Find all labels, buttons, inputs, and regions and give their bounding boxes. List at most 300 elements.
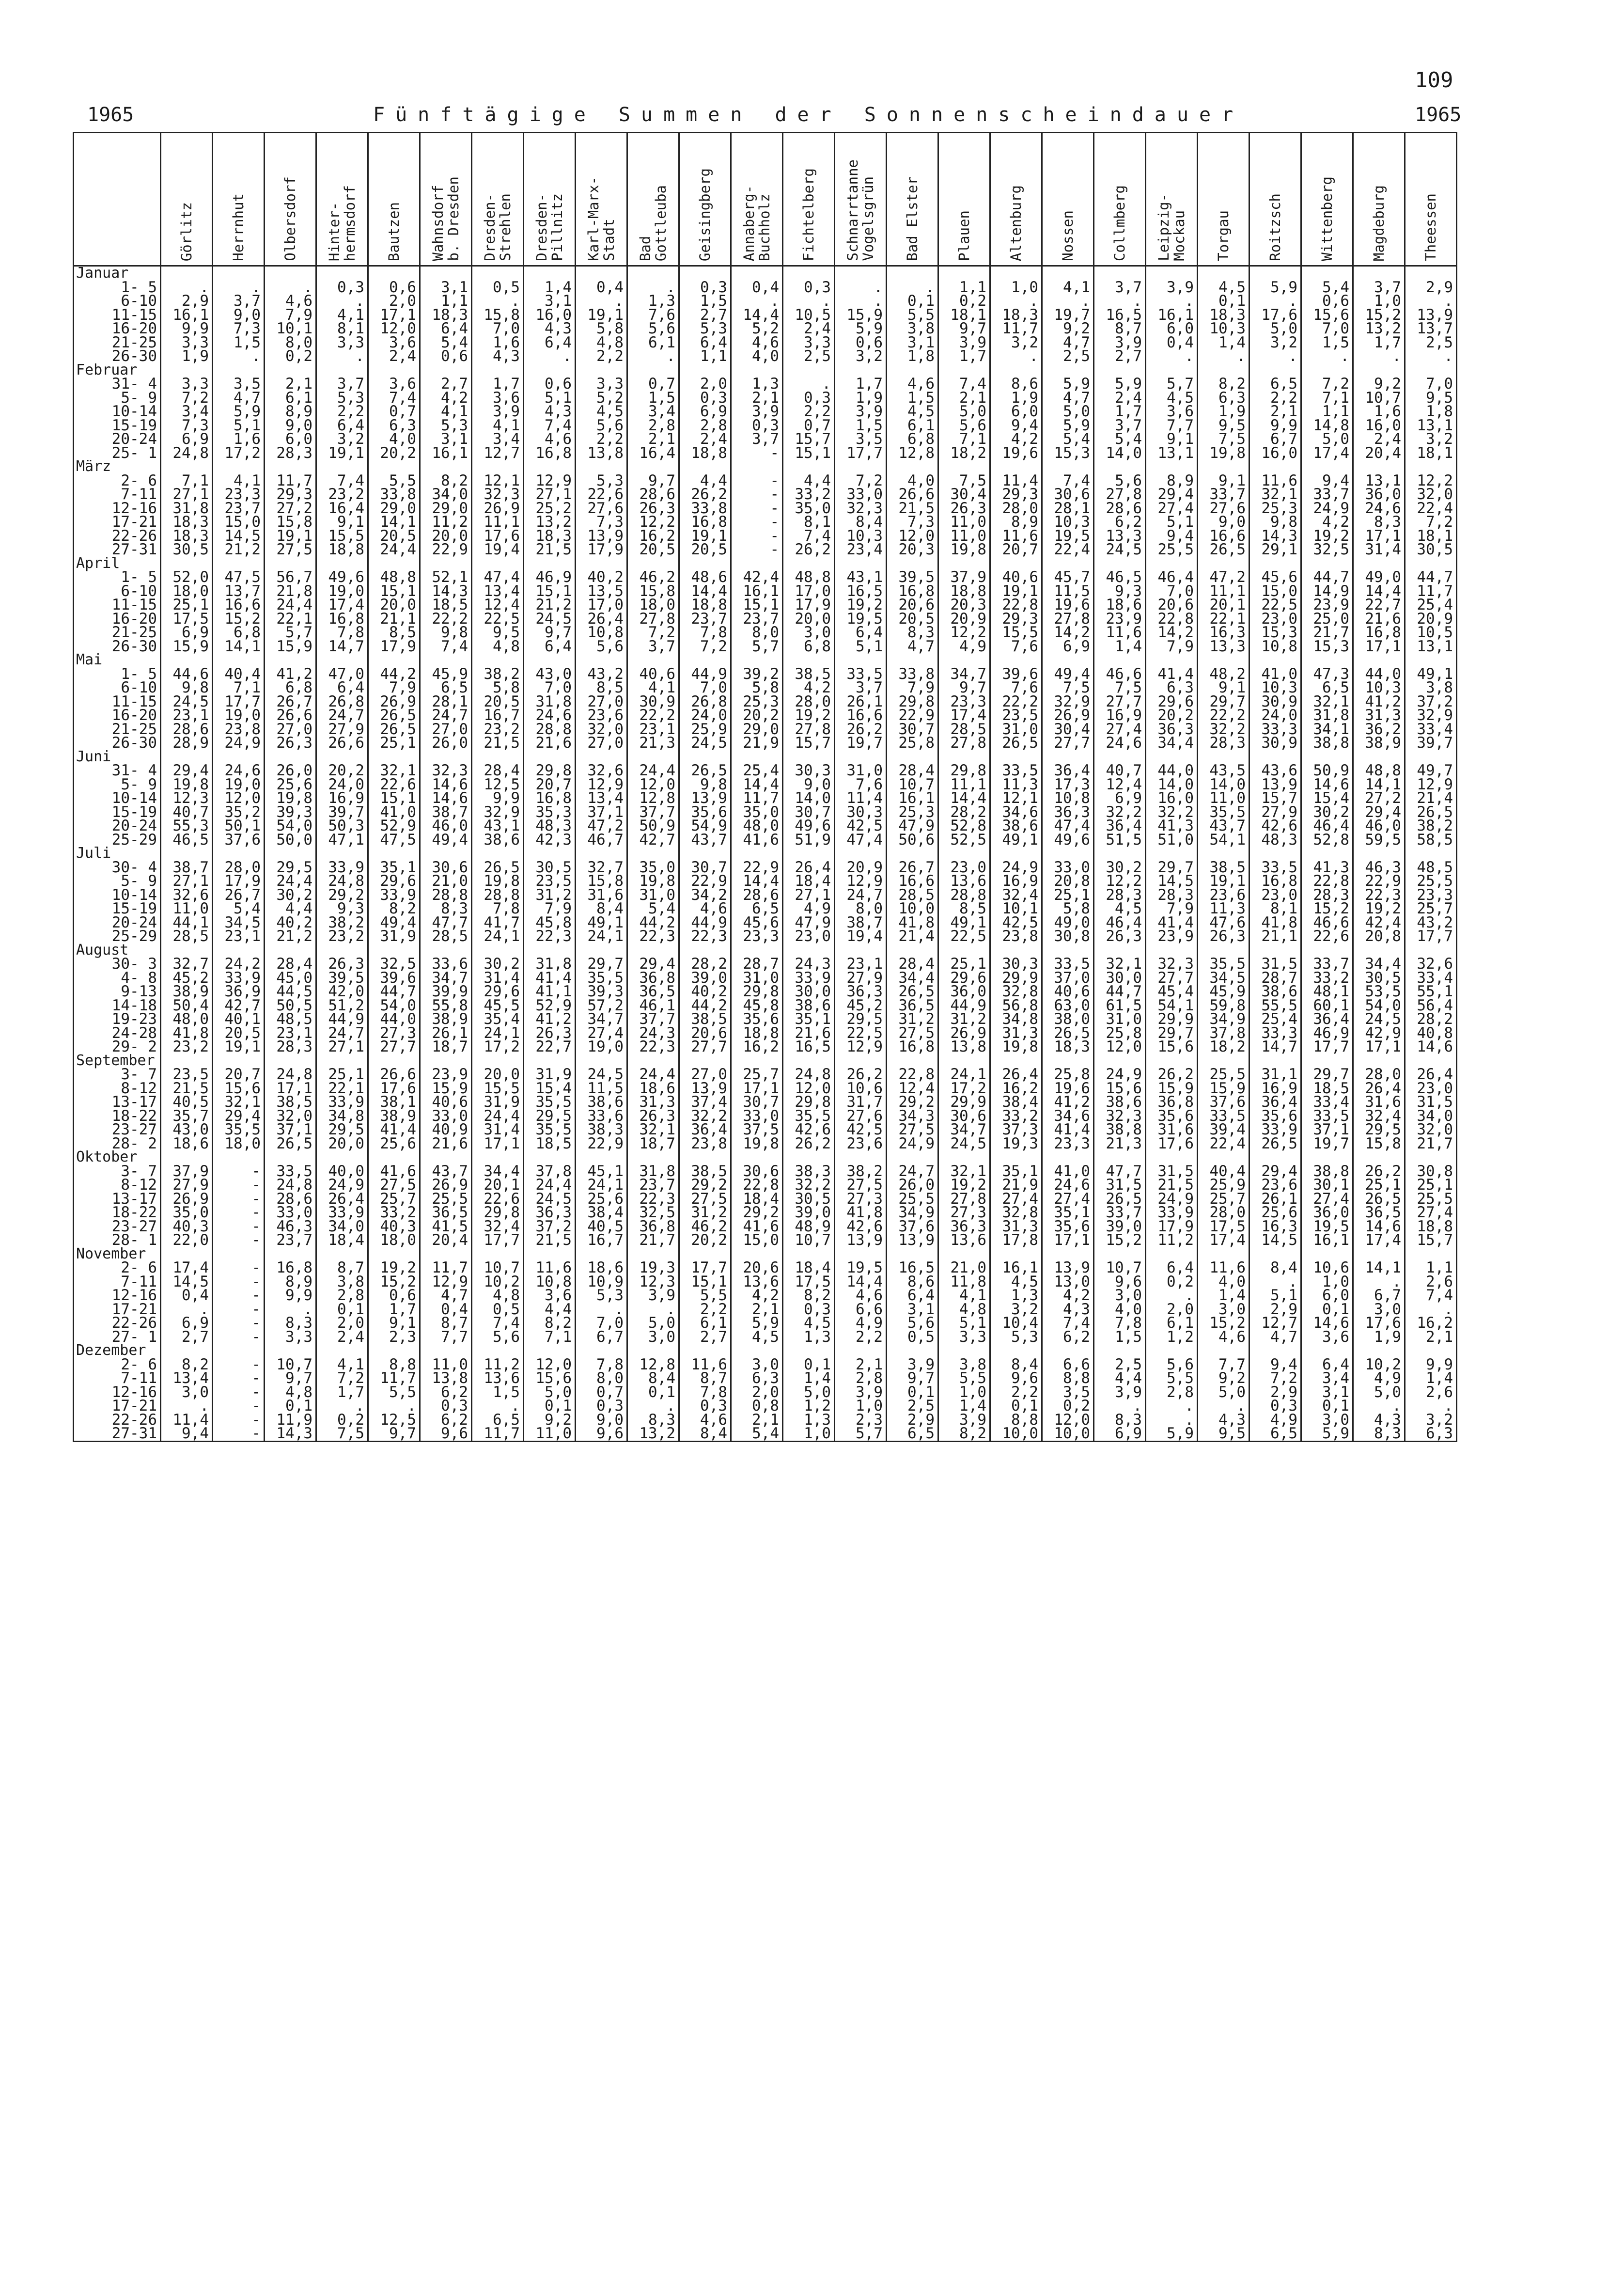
value-cell: 35,0 — [731, 805, 783, 819]
value-cell: 9,3 — [1094, 584, 1146, 598]
table-row — [74, 1427, 1457, 1441]
value-cell: 2,2 — [576, 432, 627, 446]
value-cell: 7,4 — [1042, 474, 1094, 488]
value-cell: 3,9 — [1146, 281, 1198, 295]
value-cell: 14,5 — [1249, 1233, 1301, 1247]
table-row — [74, 281, 1457, 295]
value-cell: 5,1 — [213, 419, 265, 433]
value-cell: 29,9 — [938, 1095, 990, 1109]
value-cell: 1,5 — [213, 336, 265, 350]
value-cell: 29,8 — [783, 1095, 835, 1109]
value-cell: . — [835, 281, 887, 295]
value-cell: - — [213, 1233, 265, 1247]
value-cell: 16,5 — [835, 584, 887, 598]
value-cell: 3,9 — [835, 405, 887, 419]
value-cell: 9,5 — [472, 626, 524, 640]
value-cell: 46,0 — [420, 819, 472, 833]
value-cell: 20,8 — [1353, 929, 1405, 943]
value-cell: 46,5 — [161, 833, 213, 847]
value-cell: 17,9 — [213, 874, 265, 888]
value-cell: 9,5 — [1198, 419, 1249, 433]
value-cell: 27,1 — [316, 1040, 368, 1054]
value-cell: 44,2 — [368, 667, 420, 681]
value-cell: 33,9 — [316, 861, 368, 875]
value-cell: 19,4 — [472, 543, 524, 557]
value-cell: 4,7 — [1042, 336, 1094, 350]
value-cell: 3,7 — [1094, 419, 1146, 433]
value-cell: 47,0 — [316, 667, 368, 681]
value-cell: 19,0 — [213, 708, 265, 723]
value-cell: 11,7 — [731, 791, 783, 805]
table-row — [74, 349, 1457, 363]
value-cell: 7,9 — [265, 308, 316, 322]
value-cell: 33,8 — [887, 667, 938, 681]
value-cell: 4,2 — [1042, 1289, 1094, 1303]
value-cell: 17,1 — [368, 308, 420, 322]
value-cell: 33,5 — [1198, 1109, 1249, 1123]
value-cell: 32,2 — [1198, 723, 1249, 737]
value-cell: 43,2 — [1405, 916, 1457, 930]
value-cell: 56,7 — [265, 570, 316, 584]
value-cell: 32,1 — [938, 1164, 990, 1179]
table-row — [74, 1040, 1457, 1054]
value-cell: 18,4 — [731, 1192, 783, 1206]
value-cell: 47,9 — [783, 916, 835, 930]
period-label: 8-12 — [74, 1082, 161, 1096]
value-cell: 2,5 — [887, 1399, 938, 1413]
value-cell: 42,6 — [835, 1220, 887, 1234]
value-cell: 21,3 — [1094, 1137, 1146, 1151]
value-cell: 21,1 — [368, 612, 420, 626]
value-cell: 41,4 — [1042, 1123, 1094, 1137]
value-cell: 19,7 — [1301, 1137, 1353, 1151]
value-cell: 17,3 — [1042, 778, 1094, 792]
value-cell: . — [1353, 1399, 1405, 1413]
station-header — [887, 133, 938, 266]
value-cell: 27,3 — [835, 1192, 887, 1206]
empty-cell — [835, 266, 887, 281]
value-cell: 17,1 — [472, 1137, 524, 1151]
value-cell: 2,1 — [835, 1358, 887, 1372]
value-cell: 23,0 — [1249, 612, 1301, 626]
value-cell: 11,7 — [472, 1427, 524, 1441]
value-cell: 16,2 — [1405, 1316, 1457, 1330]
value-cell: 49,4 — [420, 833, 472, 847]
value-cell: 9,9 — [1249, 419, 1301, 433]
value-cell: 19,8 — [990, 1040, 1042, 1054]
value-cell: 18,3 — [161, 529, 213, 543]
value-cell: 23,3 — [1042, 1137, 1094, 1151]
period-label: 6-10 — [74, 584, 161, 598]
value-cell: 24,5 — [1353, 1012, 1405, 1026]
value-cell: 33,9 — [783, 971, 835, 985]
value-cell: 19,2 — [783, 708, 835, 723]
value-cell: 7,4 — [524, 419, 576, 433]
value-cell: 10,8 — [524, 1275, 576, 1289]
value-cell: 35,3 — [524, 805, 576, 819]
value-cell: 22,2 — [1198, 708, 1249, 723]
value-cell: 0,5 — [472, 1303, 524, 1317]
value-cell: 30,2 — [1301, 805, 1353, 819]
value-cell: 6,0 — [990, 405, 1042, 419]
value-cell: 16,2 — [731, 1040, 783, 1054]
value-cell: 28,8 — [938, 888, 990, 902]
value-cell: 14,2 — [1042, 626, 1094, 640]
header-year-right: 1965 — [1415, 104, 1462, 126]
value-cell: 4,6 — [524, 432, 576, 446]
value-cell: 18,3 — [524, 529, 576, 543]
value-cell: 6,5 — [731, 902, 783, 916]
value-cell: 24,4 — [368, 543, 420, 557]
value-cell: 11,9 — [265, 1413, 316, 1427]
value-cell: 20,5 — [679, 543, 731, 557]
value-cell: 17,7 — [1301, 1040, 1353, 1054]
period-label: 7-11 — [74, 487, 161, 502]
value-cell: 7,6 — [627, 308, 679, 322]
value-cell: 22,4 — [1198, 1137, 1249, 1151]
value-cell: 5,4 — [213, 902, 265, 916]
value-cell: 3,8 — [316, 1275, 368, 1289]
value-cell: 4,7 — [1042, 391, 1094, 405]
value-cell: 7,8 — [316, 626, 368, 640]
value-cell: 31,0 — [835, 764, 887, 778]
period-label: 27-31 — [74, 543, 161, 557]
station-name: Collmberg — [1111, 185, 1128, 261]
value-cell: 7,0 — [1301, 322, 1353, 336]
value-cell: 28,0 — [990, 502, 1042, 516]
value-cell: 24,0 — [1249, 708, 1301, 723]
value-cell: 34,4 — [1146, 736, 1198, 750]
value-cell: 7,9 — [524, 902, 576, 916]
period-label: 5- 9 — [74, 778, 161, 792]
value-cell: - — [213, 1178, 265, 1192]
period-label: 28- 2 — [74, 1137, 161, 1151]
value-cell: 52,9 — [368, 819, 420, 833]
value-cell: 17,4 — [1198, 1233, 1249, 1247]
value-cell: 8,3 — [1353, 515, 1405, 529]
value-cell: 14,7 — [316, 640, 368, 654]
month-label: April — [74, 557, 161, 571]
value-cell: 48,6 — [679, 570, 731, 584]
value-cell: 31,1 — [1249, 1068, 1301, 1082]
value-cell: 17,7 — [1405, 929, 1457, 943]
value-cell: 33,7 — [1301, 487, 1353, 502]
value-cell: 44,9 — [679, 667, 731, 681]
value-cell: 19,8 — [161, 778, 213, 792]
value-cell: 9,0 — [576, 1413, 627, 1427]
value-cell: 22,3 — [524, 929, 576, 943]
value-cell: 0,2 — [1146, 1275, 1198, 1289]
value-cell: 41,4 — [1146, 916, 1198, 930]
value-cell: 8,2 — [524, 1316, 576, 1330]
empty-cell — [1353, 266, 1405, 281]
value-cell: 3,9 — [938, 1413, 990, 1427]
value-cell: 30,2 — [1094, 861, 1146, 875]
value-cell: 0,8 — [731, 1399, 783, 1413]
value-cell: 21,0 — [938, 1261, 990, 1275]
value-cell: 0,1 — [316, 1303, 368, 1317]
value-cell: 22,5 — [835, 1026, 887, 1040]
value-cell: 41,0 — [1042, 1164, 1094, 1179]
value-cell: 2,8 — [627, 419, 679, 433]
value-cell: 31,0 — [731, 971, 783, 985]
value-cell: 15,1 — [783, 446, 835, 460]
period-label: 17-21 — [74, 1303, 161, 1317]
value-cell: 48,8 — [368, 570, 420, 584]
station-name: Wittenberg — [1319, 176, 1335, 261]
value-cell: 20,2 — [1146, 708, 1198, 723]
value-cell: 3,0 — [161, 1385, 213, 1399]
value-cell: 3,3 — [265, 1330, 316, 1344]
value-cell: 6,5 — [887, 1427, 938, 1441]
value-cell: 2,9 — [1405, 281, 1457, 295]
value-cell: 7,4 — [316, 474, 368, 488]
value-cell: 32,2 — [1146, 805, 1198, 819]
empty-cell — [265, 266, 316, 281]
value-cell: 30,7 — [679, 861, 731, 875]
value-cell: 49,4 — [368, 916, 420, 930]
value-cell: 21,7 — [1301, 626, 1353, 640]
value-cell: 25,7 — [1405, 902, 1457, 916]
value-cell: 4,1 — [627, 681, 679, 695]
value-cell: 31,2 — [679, 1206, 731, 1220]
value-cell: 33,5 — [990, 764, 1042, 778]
value-cell: 19,2 — [1301, 529, 1353, 543]
value-cell: 3,9 — [938, 336, 990, 350]
value-cell: 5,7 — [835, 1427, 887, 1441]
station-name: Hinter- hermsdorf — [326, 185, 358, 261]
value-cell: 22,7 — [1353, 598, 1405, 612]
value-cell: 45,6 — [1249, 570, 1301, 584]
value-cell: 24,5 — [576, 1068, 627, 1082]
value-cell: 22,3 — [627, 1192, 679, 1206]
value-cell: 20,9 — [938, 612, 990, 626]
value-cell: 1,8 — [1405, 405, 1457, 419]
station-name: Dresden- Strehlen — [482, 193, 514, 261]
value-cell: 1,7 — [1094, 405, 1146, 419]
value-cell: 26,9 — [420, 1178, 472, 1192]
value-cell: 26,8 — [316, 695, 368, 709]
value-cell: 9,8 — [679, 778, 731, 792]
value-cell: 5,5 — [938, 1371, 990, 1385]
value-cell: 13,9 — [835, 1233, 887, 1247]
value-cell: 25,6 — [576, 1192, 627, 1206]
value-cell: 28,3 — [1301, 888, 1353, 902]
value-cell: 24,6 — [1353, 502, 1405, 516]
value-cell: 17,9 — [1146, 1220, 1198, 1234]
value-cell: 37,9 — [161, 1164, 213, 1179]
value-cell: 22,3 — [627, 929, 679, 943]
value-cell: 5,3 — [990, 1330, 1042, 1344]
value-cell: 41,3 — [1301, 861, 1353, 875]
table-row — [74, 833, 1457, 847]
period-label: 1- 5 — [74, 570, 161, 584]
value-cell: 10,0 — [887, 902, 938, 916]
value-cell: 6,6 — [835, 1303, 887, 1317]
value-cell: 1,1 — [938, 281, 990, 295]
value-cell: 24,6 — [213, 764, 265, 778]
value-cell: 3,8 — [938, 1358, 990, 1372]
value-cell: 0,3 — [679, 1399, 731, 1413]
value-cell: 35,5 — [524, 1123, 576, 1137]
value-cell: 25,1 — [368, 736, 420, 750]
value-cell: 27,5 — [679, 1192, 731, 1206]
value-cell: 15,6 — [524, 1371, 576, 1385]
value-cell: 15,6 — [213, 1082, 265, 1096]
value-cell: 14,9 — [1301, 584, 1353, 598]
value-cell: 32,3 — [472, 487, 524, 502]
value-cell: 33,5 — [1042, 957, 1094, 971]
period-label: 3- 7 — [74, 1164, 161, 1179]
value-cell: 28,4 — [887, 957, 938, 971]
value-cell: 31,5 — [1405, 1095, 1457, 1109]
value-cell: 7,9 — [1146, 902, 1198, 916]
value-cell: 29,6 — [938, 971, 990, 985]
value-cell: 25,6 — [368, 1137, 420, 1151]
value-cell: 5,6 — [1146, 1358, 1198, 1372]
period-label: 26-30 — [74, 349, 161, 363]
table-row — [74, 1233, 1457, 1247]
value-cell: 3,5 — [213, 377, 265, 391]
value-cell: 21,6 — [420, 1137, 472, 1151]
value-cell: 29,8 — [938, 764, 990, 778]
value-cell: 42,6 — [783, 1123, 835, 1137]
value-cell: 35,6 — [679, 805, 731, 819]
value-cell: 43,6 — [1249, 764, 1301, 778]
value-cell: 26,1 — [1249, 1192, 1301, 1206]
value-cell: 3,9 — [472, 405, 524, 419]
value-cell: 17,2 — [472, 1040, 524, 1054]
value-cell: 6,8 — [783, 640, 835, 654]
value-cell: 38,8 — [1301, 736, 1353, 750]
value-cell: 49,0 — [1042, 916, 1094, 930]
value-cell: 3,7 — [731, 432, 783, 446]
value-cell: . — [472, 1399, 524, 1413]
value-cell: 40,4 — [1198, 1164, 1249, 1179]
period-label: 12-16 — [74, 1289, 161, 1303]
value-cell: 41,8 — [835, 1206, 887, 1220]
value-cell: 1,2 — [783, 1399, 835, 1413]
value-cell: - — [213, 1192, 265, 1206]
value-cell: 49,4 — [1042, 667, 1094, 681]
table-row — [74, 929, 1457, 943]
empty-cell — [576, 266, 627, 281]
value-cell: 33,0 — [835, 487, 887, 502]
value-cell: 45,9 — [420, 667, 472, 681]
value-cell: 15,1 — [524, 584, 576, 598]
value-cell: 0,3 — [783, 281, 835, 295]
value-cell: 6,1 — [627, 336, 679, 350]
value-cell: 9,5 — [1405, 391, 1457, 405]
value-cell: 30,5 — [161, 543, 213, 557]
value-cell: 20,5 — [472, 695, 524, 709]
value-cell: 9,7 — [938, 322, 990, 336]
value-cell: 24,9 — [1094, 1068, 1146, 1082]
value-cell: 5,7 — [265, 626, 316, 640]
value-cell: 9,9 — [265, 1289, 316, 1303]
value-cell: 7,8 — [679, 1385, 731, 1399]
value-cell: 47,7 — [1094, 1164, 1146, 1179]
value-cell: 2,5 — [1042, 349, 1094, 363]
value-cell: 9,1 — [316, 515, 368, 529]
value-cell: 15,7 — [783, 736, 835, 750]
value-cell: 48,0 — [161, 1012, 213, 1026]
value-cell: 6,1 — [887, 419, 938, 433]
value-cell: 48,0 — [731, 819, 783, 833]
station-header — [1405, 133, 1457, 266]
value-cell: 29,3 — [990, 612, 1042, 626]
value-cell: 8,5 — [368, 626, 420, 640]
value-cell: 2,1 — [1249, 405, 1301, 419]
station-header-row — [74, 133, 1457, 266]
value-cell: 50,6 — [887, 833, 938, 847]
value-cell: 28,4 — [472, 764, 524, 778]
value-cell: 33,4 — [1405, 723, 1457, 737]
value-cell: 16,8 — [1249, 874, 1301, 888]
value-cell: 1,7 — [316, 1385, 368, 1399]
value-cell: 26,6 — [316, 736, 368, 750]
value-cell: 10,1 — [990, 902, 1042, 916]
value-cell: 4,2 — [1301, 515, 1353, 529]
value-cell: 5,9 — [1146, 1427, 1198, 1441]
value-cell: 2,1 — [731, 1413, 783, 1427]
value-cell: 47,7 — [420, 916, 472, 930]
value-cell: 35,5 — [1198, 805, 1249, 819]
value-cell: 5,0 — [1353, 1385, 1405, 1399]
value-cell: 38,5 — [679, 1164, 731, 1179]
value-cell: 19,1 — [316, 446, 368, 460]
value-cell: 48,1 — [1301, 985, 1353, 999]
value-cell: 56,8 — [990, 999, 1042, 1013]
station-name: Schnarrtanne Vogelsgrün — [844, 159, 876, 261]
value-cell: 15,7 — [783, 432, 835, 446]
value-cell: 27,7 — [1146, 971, 1198, 985]
value-cell: 5,5 — [368, 1385, 420, 1399]
value-cell: 15,0 — [213, 515, 265, 529]
value-cell: 9,7 — [368, 1427, 420, 1441]
value-cell: 43,0 — [161, 1123, 213, 1137]
value-cell: 1,1 — [420, 294, 472, 308]
value-cell: 52,8 — [1301, 833, 1353, 847]
value-cell: 25,5 — [420, 1192, 472, 1206]
value-cell: 5,4 — [420, 336, 472, 350]
value-cell: 1,3 — [783, 1330, 835, 1344]
value-cell: 14,6 — [1301, 1316, 1353, 1330]
value-cell: 24,5 — [161, 695, 213, 709]
value-cell: 34,0 — [316, 1220, 368, 1234]
value-cell: 33,3 — [1249, 723, 1301, 737]
value-cell: 1,5 — [472, 1385, 524, 1399]
value-cell: 28,0 — [1198, 1206, 1249, 1220]
value-cell: 8,4 — [835, 515, 887, 529]
period-label: 16-20 — [74, 708, 161, 723]
period-label: 17-21 — [74, 515, 161, 529]
value-cell: 31,6 — [576, 888, 627, 902]
value-cell: 46,0 — [1353, 819, 1405, 833]
period-label: 15-19 — [74, 805, 161, 819]
value-cell: 1,6 — [472, 336, 524, 350]
value-cell: 8,0 — [265, 336, 316, 350]
value-cell: 59,8 — [1198, 999, 1249, 1013]
value-cell: 35,5 — [524, 1095, 576, 1109]
month-label: Juli — [74, 847, 161, 861]
value-cell: 44,0 — [1353, 667, 1405, 681]
value-cell: . — [472, 294, 524, 308]
value-cell: 33,4 — [1301, 1095, 1353, 1109]
value-cell: 8,5 — [938, 902, 990, 916]
value-cell: 1,3 — [783, 1413, 835, 1427]
value-cell: 55,3 — [161, 819, 213, 833]
